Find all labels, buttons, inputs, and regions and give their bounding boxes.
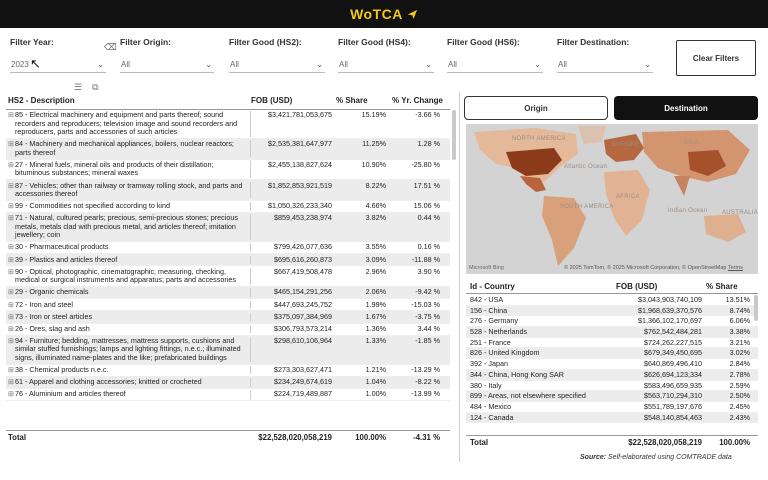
table-row[interactable] — [6, 377, 450, 389]
col-header-description[interactable]: HS2 - Description — [8, 96, 75, 105]
row-description-text: 73 - Iron or steel articles — [15, 311, 93, 321]
row-change: -1.85 % — [415, 336, 440, 346]
row-share: 3.09% — [365, 254, 386, 264]
filter-hs4-label: Filter Good (HS4): — [338, 37, 411, 47]
row-country: 484 - Mexico — [470, 401, 512, 411]
table-row[interactable] — [6, 365, 450, 377]
table-row[interactable] — [466, 413, 758, 424]
filter-year — [10, 36, 117, 76]
row-fob: $298,610,106,964 — [250, 337, 336, 362]
row-country-share: 3.21% — [729, 337, 750, 347]
row-country-fob: $626,694,123,334 — [644, 369, 702, 379]
row-share: 11.25% — [362, 139, 386, 149]
row-country: 842 - USA — [470, 295, 504, 304]
row-country: 251 - France — [470, 337, 511, 347]
chevron-down-icon: ⌄ — [97, 60, 104, 69]
row-fob: $1,852,853,921,519 — [250, 182, 336, 199]
row-share: 2.06% — [365, 287, 386, 297]
country-total-share: 100.00% — [719, 438, 750, 447]
row-description — [6, 313, 250, 321]
expand-row-icon[interactable]: ⊞ — [8, 254, 15, 264]
col-header-country-fob[interactable]: FOB (USD) — [616, 282, 658, 291]
panel-divider — [459, 92, 460, 462]
expand-row-icon[interactable]: ⊞ — [8, 336, 15, 346]
row-change: -25.80 % — [411, 159, 440, 169]
plane-icon — [407, 9, 418, 20]
row-description-text: 87 - Vehicles; other than railway or tramway rolling stock, and parts and accessories thereof — [15, 180, 243, 198]
row-country-share: 2.43% — [729, 412, 750, 422]
row-country-fob: $640,869,496,410 — [644, 359, 702, 369]
table-row[interactable] — [466, 381, 758, 392]
row-description — [6, 268, 250, 285]
total-fob: $22,528,020,058,219 — [258, 433, 332, 442]
source-prefix: Source: — [580, 454, 607, 461]
row-description-text: 90 - Optical, photographic, cinematographic, measuring, checking, medical or surgical instruments and apparatus; parts and accessories — [15, 266, 236, 285]
expand-row-icon[interactable]: ⊞ — [8, 287, 15, 297]
map-attribution — [564, 265, 743, 271]
expand-row-icon[interactable]: ⊞ — [8, 323, 15, 333]
filter-hs6-select[interactable] — [447, 58, 543, 73]
row-fob: $3,421,781,053,675 — [250, 111, 336, 136]
map-label-africa: AFRICA — [616, 194, 640, 200]
map-label-south-america: SOUTH AMERICA — [560, 204, 614, 210]
col-header-country-share[interactable]: % Share — [706, 282, 738, 291]
col-header-share[interactable]: % Share — [336, 96, 368, 105]
row-description-text: 76 - Aluminium and articles thereof — [15, 389, 126, 399]
row-country-share: 8.74% — [729, 305, 750, 315]
expand-row-icon[interactable]: ⊞ — [8, 139, 15, 149]
row-change: 17.51 % — [413, 180, 440, 190]
australia-shape — [704, 214, 746, 242]
chevron-down-icon: ⌄ — [425, 60, 432, 69]
row-change: 0.44 % — [417, 213, 440, 223]
row-description-text: 71 - Natural, cultured pearls; precious, semi-precious stones; precious metals, metals clad with precious metal, and articles thereof; imitation jewellery; coin — [15, 213, 238, 240]
row-change: -15.03 % — [411, 299, 440, 309]
table-row[interactable] — [466, 295, 758, 306]
map-provider-logo: Microsoft Bing — [469, 265, 504, 271]
table-row[interactable] — [6, 299, 450, 311]
filter-year-label: Filter Year: — [10, 37, 54, 47]
table-row[interactable] — [6, 110, 450, 139]
origin-toggle-button[interactable]: Origin — [464, 96, 608, 120]
row-country-share: 2.78% — [729, 369, 750, 379]
row-share: 15.19% — [361, 110, 386, 120]
row-share: 3.55% — [365, 242, 386, 252]
table-row[interactable] — [6, 266, 450, 287]
row-country-fob: $762,542,484,281 — [644, 327, 702, 337]
row-fob: $224,719,489,887 — [250, 390, 336, 398]
row-country-fob: $583,496,659,935 — [644, 380, 702, 390]
table-row[interactable] — [6, 389, 450, 401]
europe-shape — [604, 134, 644, 162]
row-fob: $306,793,573,214 — [250, 325, 336, 333]
row-share: 1.21% — [365, 365, 386, 375]
hs2-table-body — [6, 110, 450, 430]
mouse-cursor-icon: ↖ — [30, 56, 41, 71]
row-country: 899 - Areas, not elsewhere specified — [470, 391, 586, 401]
expand-row-icon[interactable]: ⊞ — [8, 389, 15, 399]
row-description — [6, 214, 250, 239]
row-country: 124 - Canada — [470, 412, 514, 422]
row-description — [6, 182, 250, 199]
row-description — [6, 161, 250, 178]
row-country-fob: $679,349,450,695 — [644, 348, 702, 358]
row-description-text: 94 - Furniture; bedding, mattresses, mattress supports, cushions and similar stuffed furnishings; lamps and lighting fittings, n.e.c.; illuminated signs, illuminated name-plates and the like; prefabricated buildings — [15, 336, 241, 362]
table-row[interactable] — [6, 242, 450, 254]
filter-origin-select[interactable] — [120, 58, 214, 73]
row-country-fob: $563,710,294,310 — [644, 391, 702, 401]
row-country: 156 - China — [470, 305, 508, 315]
row-fob: $799,426,077,636 — [250, 243, 336, 251]
source-note — [580, 454, 732, 461]
row-share: 2.96% — [365, 266, 386, 276]
row-description-text: 84 - Machinery and mechanical appliances, boilers, nuclear reactors; parts thereof — [15, 139, 234, 157]
filter-hs2-value: All — [230, 60, 239, 69]
table-row[interactable] — [6, 287, 450, 299]
table-row[interactable] — [6, 311, 450, 323]
row-country-share: 2.45% — [729, 401, 750, 411]
row-change: -11.88 % — [411, 254, 440, 264]
filter-origin-label: Filter Origin: — [120, 37, 171, 47]
filter-hs6-value: All — [448, 60, 457, 69]
map-terms-link[interactable]: Terms — [727, 265, 743, 271]
row-country-share: 2.59% — [729, 380, 750, 390]
row-fob: $234,249,674,619 — [250, 378, 336, 386]
expand-row-icon[interactable]: ⊞ — [8, 266, 15, 276]
country-table-body — [466, 295, 758, 433]
filter-destination-label: Filter Destination: — [557, 37, 630, 47]
row-fob: $2,535,381,647,977 — [250, 140, 336, 157]
map-label-north-america: NORTH AMERICA — [512, 136, 566, 142]
filter-year-value: 2023 — [11, 60, 29, 69]
row-country: 276 - Germany — [470, 316, 518, 326]
expand-row-icon[interactable]: ⊞ — [8, 377, 15, 387]
expand-row-icon[interactable]: ⊞ — [8, 159, 15, 169]
row-fob: $2,455,138,827,624 — [250, 161, 336, 178]
filter-destination-select[interactable] — [557, 58, 653, 73]
row-share: 1.36% — [365, 323, 386, 333]
row-fob: $859,453,238,974 — [250, 214, 336, 239]
chevron-down-icon: ⌄ — [205, 60, 212, 69]
table-row[interactable] — [6, 139, 450, 160]
map-label-atlantic: Atlantic Ocean — [564, 164, 608, 170]
map-label-indian: Indian Ocean — [668, 208, 708, 214]
hs2-table-header — [6, 92, 450, 110]
row-description — [6, 378, 250, 386]
table-row[interactable] — [466, 338, 758, 349]
row-fob: $447,693,245,752 — [250, 301, 336, 309]
filter-hs2 — [229, 36, 325, 76]
clear-filters-button[interactable]: Clear Filters — [676, 40, 756, 76]
africa-shape — [604, 170, 650, 236]
col-header-fob[interactable]: FOB (USD) — [251, 96, 293, 105]
row-description — [6, 390, 250, 398]
row-description-text: 30 - Pharmaceutical products — [15, 242, 109, 252]
row-change: 15.06 % — [413, 201, 440, 211]
row-share: 1.99% — [365, 299, 386, 309]
table-row[interactable] — [6, 336, 450, 365]
filter-hs6-label: Filter Good (HS6): — [447, 37, 520, 47]
row-description-text: 27 - Mineral fuels, mineral oils and products of their distillation; bituminous substances; mineral waxes — [15, 159, 214, 178]
col-header-country[interactable]: Id - Country — [470, 282, 515, 291]
row-share: 1.33% — [365, 336, 386, 346]
expand-row-icon[interactable]: ⊞ — [8, 110, 15, 120]
row-share: 1.04% — [365, 377, 386, 387]
country-total-label: Total — [470, 438, 489, 447]
total-change: -4.31 % — [413, 433, 440, 442]
row-share: 1.67% — [365, 311, 386, 321]
app-title: WoTCA — [350, 6, 403, 22]
row-change: -9.42 % — [415, 287, 440, 297]
total-label: Total — [8, 433, 27, 442]
row-country-share: 3.02% — [729, 348, 750, 358]
expand-row-icon[interactable]: ⊞ — [8, 365, 15, 375]
row-description-text: 61 - Apparel and clothing accessories; knitted or crocheted — [15, 377, 202, 387]
row-fob: $273,303,627,471 — [250, 366, 336, 374]
table-row[interactable] — [6, 324, 450, 336]
row-country-fob: $551,789,197,676 — [644, 401, 702, 411]
row-description — [6, 202, 250, 210]
table-row[interactable] — [466, 402, 758, 413]
row-country-fob: $548,140,854,463 — [644, 412, 702, 422]
expand-row-icon[interactable]: ⊞ — [8, 242, 15, 252]
row-country-fob: $1,366,102,170,697 — [638, 316, 702, 326]
expand-row-icon[interactable]: ⊞ — [8, 213, 15, 223]
filter-icon[interactable]: ☰ — [74, 82, 83, 92]
row-description — [6, 288, 250, 296]
row-description — [6, 366, 250, 374]
filter-hs6 — [447, 36, 543, 76]
chevron-down-icon: ⌄ — [316, 60, 323, 69]
expand-row-icon[interactable]: ⊞ — [8, 311, 15, 321]
filter-destination-value: All — [558, 60, 567, 69]
country-table — [466, 278, 758, 448]
row-country: 528 - Netherlands — [470, 327, 528, 337]
world-map[interactable] — [466, 124, 758, 274]
table-row[interactable] — [6, 180, 450, 201]
top-bar — [0, 0, 768, 28]
row-fob: $465,154,291,256 — [250, 288, 336, 296]
row-country-fob: $1,968,639,370,576 — [638, 305, 702, 315]
expand-row-icon[interactable]: ⊞ — [8, 180, 15, 190]
table-row[interactable] — [466, 306, 758, 317]
india-shape — [674, 176, 690, 196]
map-attribution-text: © 2025 TomTom, © 2025 Microsoft Corporation, © OpenStreetMap — [564, 265, 727, 271]
row-country-share: 2.84% — [729, 359, 750, 369]
row-country: 392 - Japan — [470, 359, 508, 369]
row-change: 1.28 % — [417, 139, 440, 149]
row-share: 3.82% — [365, 213, 386, 223]
row-description — [6, 337, 250, 362]
row-description — [6, 140, 250, 157]
row-fob: $1,050,326,233,340 — [250, 202, 336, 210]
row-description-text: 38 - Chemical products n.e.c. — [15, 365, 109, 375]
row-change: 3.44 % — [417, 323, 440, 333]
row-share: 8.22% — [365, 180, 386, 190]
row-country: 344 - China, Hong Kong SAR — [470, 369, 564, 379]
chevron-down-icon: ⌄ — [534, 60, 541, 69]
row-change: -13.29 % — [411, 365, 440, 375]
map-label-australia: AUSTRALIA — [722, 210, 758, 216]
row-country-share: 6.06% — [729, 316, 750, 326]
map-label-asia: ASIA — [684, 140, 699, 146]
total-share: 100.00% — [355, 433, 386, 442]
table-row[interactable] — [6, 160, 450, 181]
filter-origin — [120, 36, 214, 76]
row-country: 380 - Italy — [470, 380, 502, 390]
expand-icon[interactable]: ⧉ — [92, 82, 99, 92]
row-fob: $375,097,384,969 — [250, 313, 336, 321]
row-description — [6, 301, 250, 309]
row-country-fob: $3,043,903,740,109 — [638, 295, 702, 304]
country-total-fob: $22,528,020,058,219 — [628, 438, 702, 447]
row-description-text: 39 - Plastics and articles thereof — [15, 254, 118, 264]
row-description-text: 72 - Iron and steel — [15, 299, 73, 309]
row-share: 10.90% — [361, 159, 386, 169]
table-row[interactable] — [466, 316, 758, 327]
row-share: 4.66% — [365, 201, 386, 211]
row-country-share: 13.51% — [725, 295, 750, 304]
row-fob: $667,419,508,478 — [250, 268, 336, 285]
filter-hs4-value: All — [339, 60, 348, 69]
app-logo — [350, 6, 418, 22]
filter-hs4-select[interactable] — [338, 58, 434, 73]
expand-row-icon[interactable]: ⊞ — [8, 201, 15, 211]
filter-origin-value: All — [121, 60, 130, 69]
table-row[interactable] — [466, 391, 758, 402]
destination-toggle-button[interactable]: Destination — [614, 96, 758, 120]
row-description — [6, 256, 250, 264]
scrollbar[interactable] — [754, 295, 758, 321]
table-row[interactable] — [466, 327, 758, 338]
row-description-text: 85 - Electrical machinery and equipment and parts thereof; sound recorders and reproducers; television image and sound recorders and reproducers, parts and accessories of such articles — [15, 110, 238, 137]
table-row[interactable] — [6, 201, 450, 213]
filter-year-select[interactable] — [10, 58, 106, 73]
row-change: 3.90 % — [417, 266, 440, 276]
hs2-table — [6, 92, 458, 448]
row-description — [6, 111, 250, 136]
filter-hs2-select[interactable] — [229, 58, 325, 73]
row-country-share: 2.50% — [729, 391, 750, 401]
greenland-shape — [578, 126, 606, 144]
row-description-text: 26 - Ores, slag and ash — [15, 323, 90, 333]
row-country-fob: $724,262,227,515 — [644, 337, 702, 347]
row-country-share: 3.38% — [729, 327, 750, 337]
row-description — [6, 325, 250, 333]
col-header-change[interactable]: % Yr. Change — [392, 96, 443, 105]
row-share: 1.00% — [365, 389, 386, 399]
row-description-text: 29 - Organic chemicals — [15, 287, 89, 297]
map-label-europe: EUROPE — [612, 142, 640, 148]
row-fob: $695,616,260,873 — [250, 256, 336, 264]
filter-bar — [0, 36, 768, 80]
row-country: 826 - United Kingdom — [470, 348, 540, 358]
chevron-down-icon: ⌄ — [644, 60, 651, 69]
table-row[interactable] — [466, 348, 758, 359]
table-row[interactable] — [466, 370, 758, 381]
table-row[interactable] — [466, 359, 758, 370]
filter-destination — [557, 36, 653, 76]
table-row[interactable] — [6, 213, 450, 242]
scrollbar[interactable] — [452, 110, 456, 160]
country-table-header — [466, 278, 758, 294]
row-change: -3.75 % — [415, 311, 440, 321]
row-change: -8.22 % — [415, 377, 440, 387]
filter-hs4 — [338, 36, 434, 76]
filter-hs2-label: Filter Good (HS2): — [229, 37, 302, 47]
row-description-text: 99 - Commodities not specified according to kind — [15, 201, 171, 211]
country-table-total — [466, 435, 758, 447]
table-row[interactable] — [6, 254, 450, 266]
row-description — [6, 243, 250, 251]
row-change: -13.99 % — [411, 389, 440, 399]
hs2-table-total — [6, 430, 450, 442]
eraser-icon[interactable]: ⌫ — [104, 42, 117, 52]
row-change: 0.16 % — [417, 242, 440, 252]
expand-row-icon[interactable]: ⊞ — [8, 299, 15, 309]
source-text: Self-elaborated using COMTRADE data — [608, 454, 732, 461]
row-change: -3.66 % — [415, 110, 440, 120]
